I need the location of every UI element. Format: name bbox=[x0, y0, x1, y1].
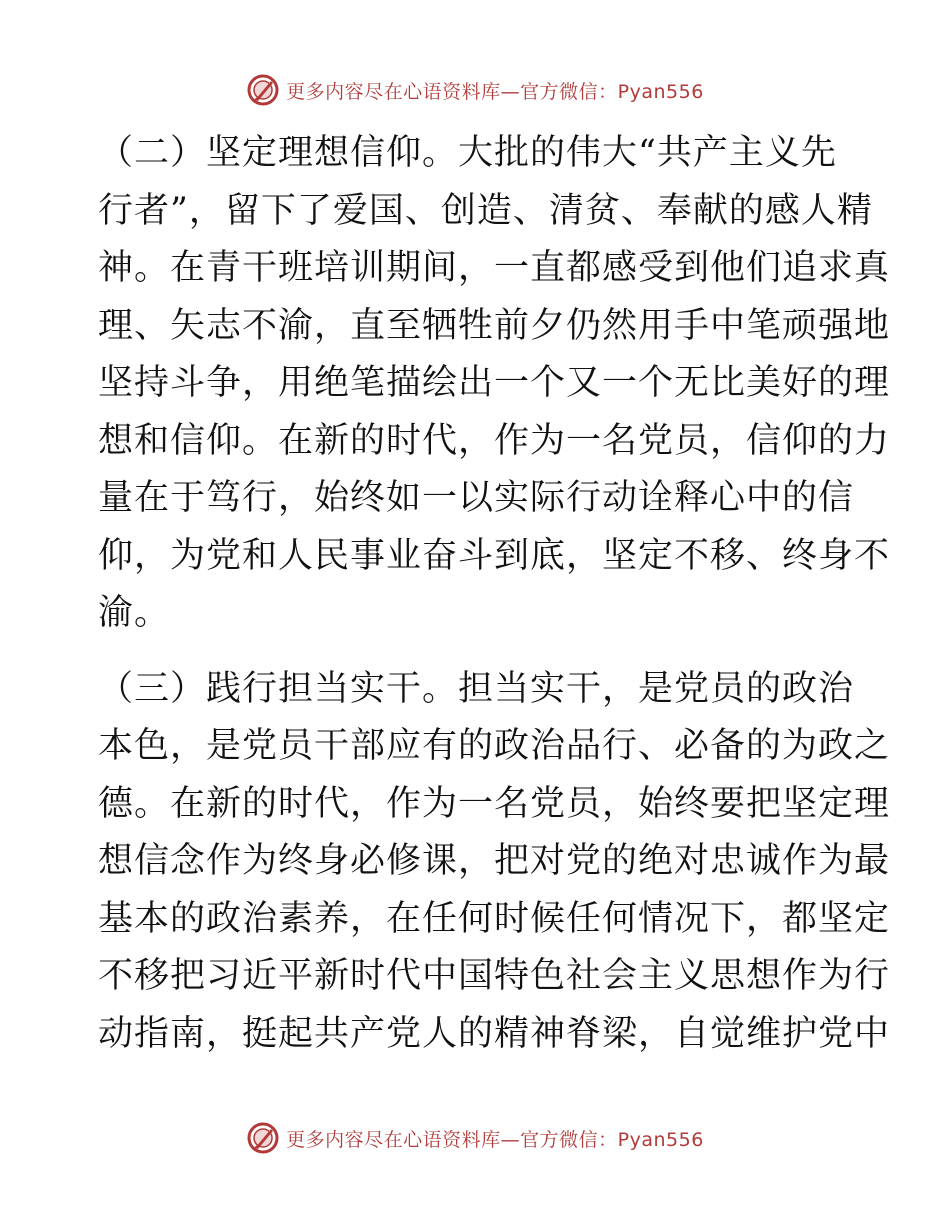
text-line: 基本的政治素养，在任何时候任何情况下，都坚定 bbox=[98, 898, 891, 939]
text-line: 德。在新的时代，作为一名党员，始终要把坚定理 bbox=[98, 783, 891, 824]
text-line: 动指南，挺起共产党人的精神脊梁，自觉维护党中 bbox=[98, 1013, 891, 1054]
text-line: 行者”，留下了爱国、创造、清贫、奉献的感人精 bbox=[98, 190, 873, 231]
footer-watermark bbox=[0, 1118, 950, 1158]
text-line: 神。在青干班培训期间，一直都感受到他们追求真 bbox=[98, 248, 891, 288]
paragraph-3-practice-responsibility bbox=[98, 661, 891, 1064]
text-line: 不移把习近平新时代中国特色社会主义思想作为行 bbox=[98, 956, 891, 996]
text-line: 量在于笃行，始终如一以实际行动诠释心中的信 bbox=[98, 478, 855, 518]
text-line: 坚持斗争，用绝笔描绘出一个又一个无比美好的理 bbox=[98, 363, 891, 403]
text-line: 理、矢志不渝，直至牺牲前夕仍然用手中笔顽强地 bbox=[98, 305, 891, 346]
text-line: （二）坚定理想信仰。大批的伟大“共产主义先 bbox=[98, 133, 837, 173]
text-line: 本色，是党员干部应有的政治品行、必备的为政之 bbox=[98, 726, 891, 766]
document-body bbox=[98, 125, 891, 1063]
text-line: （三）践行担当实干。担当实干，是党员的政治 bbox=[98, 668, 855, 709]
watermark-text: 更多内容尽在心语资料库—官方微信：Pyan556 bbox=[286, 1128, 704, 1151]
watermark-text: 更多内容尽在心语资料库—官方微信：Pyan556 bbox=[286, 80, 704, 103]
paragraph-2-firm-ideals bbox=[98, 125, 891, 643]
text-line: 仰，为党和人民事业奋斗到底，坚定不移、终身不 bbox=[98, 535, 891, 576]
text-line: 想和信仰。在新的时代，作为一名党员，信仰的力 bbox=[98, 420, 891, 461]
quill-seal-icon bbox=[246, 73, 280, 107]
text-line: 渝。 bbox=[98, 593, 171, 633]
text-line: 想信念作为终身必修课，把对党的绝对忠诚作为最 bbox=[98, 841, 891, 881]
header-watermark bbox=[0, 70, 950, 110]
quill-seal-icon bbox=[246, 1121, 280, 1155]
